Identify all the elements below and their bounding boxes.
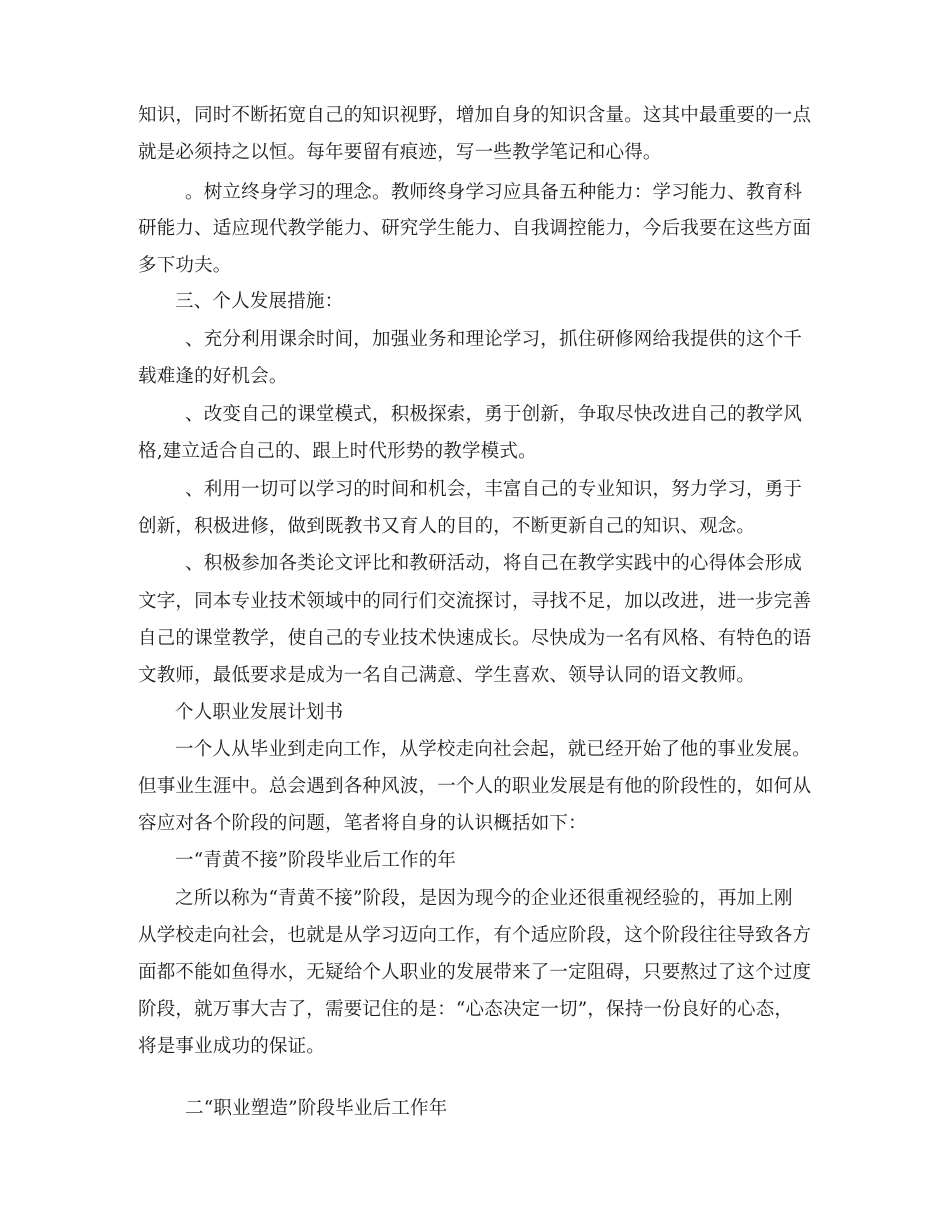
section-heading: 三、个人发展措施：: [175, 291, 344, 312]
text-line: 、充分利用课余时间，加强业务和理论学习，抓住研修网给我提供的这个千: [185, 329, 803, 350]
text-line: 就是必须持之以恒。每年要留有痕迹，写一些教学笔记和心得。: [138, 142, 662, 163]
text-line: 自己的课堂教学，使自己的专业技术快速成长。尽快成为一名有风格、有特色的语: [138, 628, 812, 649]
text-line: 。树立终身学习的理念。教师终身学习应具备五种能力：学习能力、教育科: [185, 182, 803, 203]
text-line: 面都不能如鱼得水，无疑给个人职业的发展带来了一定阻碍，只要熬过了这个过度: [138, 962, 812, 983]
text-line: 知识，同时不断拓宽自己的知识视野，增加自身的知识含量。这其中最重要的一点: [138, 105, 812, 126]
text-line: 研能力、适应现代教学能力、研究学生能力、自我调控能力，今后我要在这些方面: [138, 218, 812, 239]
text-line: 创新，积极进修，做到既教书又育人的目的，不断更新自己的知识、观念。: [138, 516, 756, 537]
text-line: 、利用一切可以学习的时间和机会，丰富自己的专业知识，努力学习，勇于: [185, 479, 803, 500]
text-line: 但事业生涯中。总会遇到各种风波，一个人的职业发展是有他的阶段性的，如何从: [138, 776, 812, 797]
text-line: 一个人从毕业到走向工作，从学校走向社会起，就已经开始了他的事业发展。: [175, 739, 811, 760]
text-line: 容应对各个阶段的问题，笔者将自身的认识概括如下：: [138, 813, 587, 834]
text-line: 格,建立适合自己的、跟上时代形势的教学模式。: [138, 441, 537, 462]
text-line: 阶段，就万事大吉了，需要记住的是：“心态决定一切”，保持一份良好的心态，: [138, 999, 794, 1020]
text-line: 文教师，最低要求是成为一名自己满意、学生喜欢、领导认同的语文教师。: [138, 665, 756, 686]
section-heading: 个人职业发展计划书: [175, 702, 344, 723]
section-heading: 一“青黄不接”阶段毕业后工作的年: [175, 850, 457, 871]
text-line: 将是事业成功的保证。: [138, 1036, 326, 1057]
section-heading: 二“职业塑造”阶段毕业后工作年: [185, 1098, 448, 1119]
text-line: 、积极参加各类论文评比和教研活动，将自己在教学实践中的心得体会形成: [185, 553, 803, 574]
text-line: 、改变自己的课堂模式，积极探索，勇于创新，争取尽快改进自己的教学风: [185, 404, 803, 425]
text-line: 多下功夫。: [138, 255, 232, 276]
text-line: 载难逢的好机会。: [138, 366, 288, 387]
text-line: 从学校走向社会，也就是从学习迈向工作，有个适应阶段，这个阶段往往导致各方: [138, 925, 812, 946]
text-line: 文字，同本专业技术领域中的同行们交流探讨，寻找不足，加以改进，进一步完善: [138, 591, 812, 612]
text-line: 之所以称为“青黄不接”阶段，是因为现今的企业还很重视经验的，再加上刚: [175, 888, 793, 909]
